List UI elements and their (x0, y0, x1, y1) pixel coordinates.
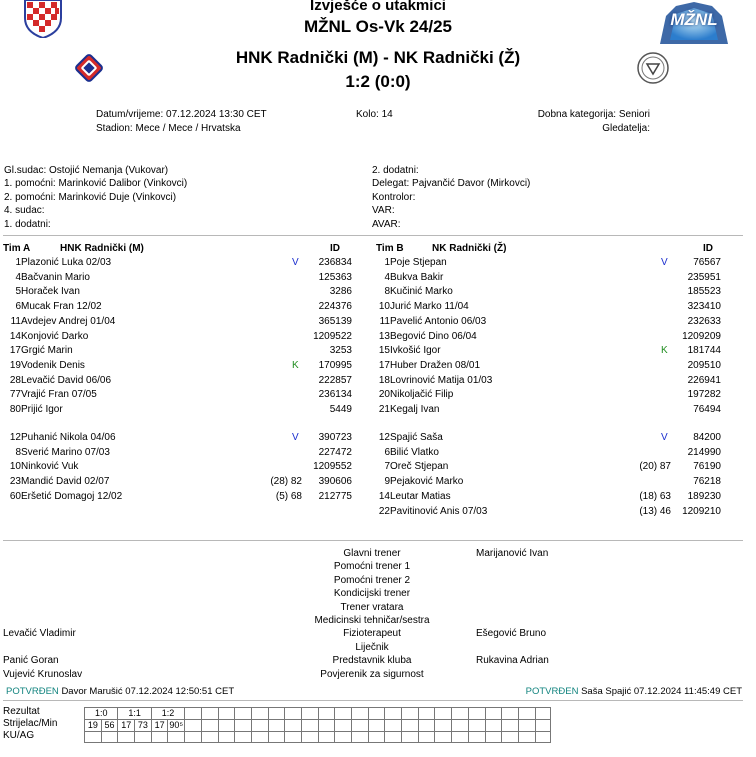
player-row (0, 256, 360, 270)
scoresheet-cell (284, 719, 301, 731)
player-name: Pavitinović Anis 07/03 (390, 505, 488, 517)
player-row (0, 490, 360, 504)
staff-role: Glavni trener (343, 548, 401, 559)
scoresheet-cell (268, 707, 285, 719)
player-number: 8 (15, 446, 21, 458)
player-id: 181744 (687, 345, 721, 357)
player-row (0, 388, 360, 402)
substitution-minute: (28) 82 (270, 476, 302, 488)
player-row (369, 300, 729, 314)
datetime-value: 07.12.2024 13:30 CET (166, 109, 267, 120)
scoresheet-cell (234, 731, 251, 743)
scoresheet-cell (234, 719, 251, 731)
player-id: 227472 (318, 446, 352, 458)
scoresheet-cell (201, 719, 218, 731)
player-id: 323410 (687, 301, 721, 313)
player-id: 76494 (693, 404, 721, 415)
scoresheet-cell (434, 731, 451, 743)
scoresheet-cell (535, 707, 552, 719)
goalkeeper-mark: V (661, 257, 668, 268)
player-id: 197282 (687, 389, 721, 401)
scoresheet-cell (368, 731, 385, 743)
scoresheet-cell (318, 731, 335, 743)
player-name: Sverić Marino 07/03 (21, 446, 110, 458)
player-name: Begović Dino 06/04 (390, 330, 477, 342)
confirmed-status: POTVRĐEN (6, 686, 59, 697)
scoresheet-cell (368, 719, 385, 731)
category-row (480, 108, 650, 121)
player-number: 15 (378, 345, 390, 357)
player-row (369, 460, 729, 474)
scoresheet-cell (501, 719, 518, 731)
player-number: 21 (378, 404, 390, 415)
player-id: 214990 (687, 446, 721, 458)
player-number: 14 (9, 330, 21, 342)
official-line: 4. sudac: (4, 205, 45, 217)
player-row (0, 344, 360, 358)
player-name: Levačić David 06/06 (21, 374, 112, 386)
player-name: Huber Dražen 08/01 (390, 359, 481, 371)
player-number: 11 (379, 315, 390, 327)
player-name: Eršetić Domagoj 12/02 (21, 490, 123, 502)
staff-role: Fizioterapeut (343, 628, 401, 640)
player-id: 76218 (693, 476, 721, 488)
player-id: 222857 (318, 374, 352, 386)
scoresheet-cell (468, 731, 485, 743)
player-number: 8 (384, 286, 390, 298)
player-name: Nikoljačić Filip (390, 389, 454, 401)
scoresheet-cell (501, 731, 518, 743)
scoresheet-cell (84, 731, 101, 743)
player-row (369, 388, 729, 402)
scoresheet-cell (451, 719, 468, 731)
official-line: Delegat: Pajvančić Davor (Mirkovci) (372, 178, 531, 190)
match-teams: HNK Radnički (M) - NK Radnički (Ž) (235, 48, 521, 67)
player-number: 4 (384, 271, 390, 283)
player-number: 20 (378, 389, 390, 401)
round-row (356, 108, 393, 121)
player-id: 365139 (318, 315, 352, 327)
scoresheet-cell (334, 731, 351, 743)
datetime-row (96, 108, 267, 121)
scoresheet-cell (167, 731, 184, 743)
staff-role: Pomoćni trener 1 (333, 561, 411, 573)
scoresheet-cell (251, 731, 268, 743)
player-id: 232633 (687, 315, 721, 327)
scoresheet-cell (518, 731, 535, 743)
player-id: 3286 (329, 286, 352, 298)
scoresheet-cell (351, 719, 368, 731)
scoresheet-cell (451, 731, 468, 743)
player-name: Lovrinović Matija 01/03 (390, 374, 493, 386)
staff-role: Pomoćni trener 2 (333, 574, 411, 586)
player-row (369, 359, 729, 373)
goalkeeper-mark: V (661, 432, 668, 443)
player-number: 28 (9, 374, 21, 386)
scorer-value: 73 (134, 719, 151, 731)
player-row (0, 446, 360, 460)
scoresheet-cell (451, 707, 468, 719)
scoresheet-cell (201, 707, 218, 719)
player-number: 77 (9, 389, 21, 401)
scorer-value: 56 (101, 719, 118, 731)
scoresheet-cell (284, 731, 301, 743)
staff-away-name: Ešegović Bruno (476, 628, 547, 640)
player-id: 76567 (693, 257, 721, 268)
official-line: Kontrolor: (372, 191, 416, 203)
scoresheet-cell (334, 707, 351, 719)
player-number: 18 (378, 374, 390, 386)
scoresheet-cell (418, 731, 435, 743)
official-line: 1. dodatni: (4, 218, 51, 230)
player-number: 6 (384, 446, 390, 458)
player-name: Jurić Marko 11/04 (390, 301, 469, 313)
spectators-label: Gledatelja: (602, 123, 650, 134)
player-name: Bukva Bakir (390, 271, 444, 283)
player-name: Spajić Saša (390, 432, 443, 443)
player-name: Vrajić Fran 07/05 (21, 389, 97, 401)
scoresheet-cell (334, 719, 351, 731)
scoresheet-cell (201, 731, 218, 743)
player-name: Prijić Igor (21, 404, 63, 415)
player-name: Pavelić Antonio 06/03 (390, 315, 487, 327)
scorer-label: Strijelac/Min (3, 718, 58, 729)
captain-mark: K (661, 345, 668, 357)
team-b-label: Tim B (376, 243, 404, 254)
player-row (369, 344, 729, 358)
confirmed-status: POTVRĐEN (525, 686, 579, 697)
player-row (0, 431, 360, 445)
scoresheet-cell (401, 707, 418, 719)
player-row (369, 490, 729, 504)
player-number: 4 (15, 271, 21, 283)
player-row (369, 505, 729, 519)
player-id: 3253 (329, 345, 352, 357)
player-name: Puhanić Nikola 04/06 (21, 432, 116, 443)
player-id: 212775 (318, 490, 352, 502)
substitution-minute: (18) 63 (639, 490, 671, 502)
player-name: Kegalj Ivan (390, 404, 440, 415)
player-name: Kučinić Marko (390, 286, 453, 298)
staff-role: Predstavnik kluba (332, 655, 412, 667)
team-a-id-header: ID (330, 243, 340, 254)
player-row (369, 475, 729, 489)
player-id: 390723 (318, 432, 352, 443)
substitution-minute: (13) 46 (639, 505, 671, 517)
player-id: 189230 (687, 490, 721, 502)
player-number: 10 (378, 301, 390, 313)
team-b-name: NK Radnički (Ž) (432, 243, 507, 254)
player-name: Bačvanin Mario (21, 271, 90, 283)
spectators-row (480, 122, 650, 135)
player-id: 226941 (687, 374, 721, 386)
player-number: 23 (9, 476, 21, 488)
scoresheet-cell (184, 719, 201, 731)
confirmed-by: Davor Marušić 07.12.2024 12:50:51 CET (61, 686, 235, 697)
scoresheet-row (84, 719, 552, 731)
scoresheet-cell (501, 707, 518, 719)
scoresheet-cell (518, 707, 535, 719)
away-team-logo (636, 51, 670, 85)
captain-mark: K (292, 359, 299, 371)
player-id: 185523 (687, 286, 721, 298)
official-line: 2. pomoćni: Marinković Duje (Vinkovci) (4, 191, 177, 203)
scoresheet-cell (234, 707, 251, 719)
official-line: VAR: (372, 205, 395, 217)
scoresheet-cell (151, 731, 168, 743)
scoresheet-cell (351, 707, 368, 719)
scoresheet-cell (401, 719, 418, 731)
scoresheet-cell (134, 731, 151, 743)
scoresheet-cell (434, 719, 451, 731)
player-id: 235951 (687, 271, 721, 283)
competition-name: MŽNL Os-Vk 24/25 (303, 17, 453, 36)
league-logo (656, 0, 732, 46)
staff-role: Kondicijski trener (333, 588, 411, 600)
staff-home-name: Vujević Krunoslav (3, 668, 83, 680)
scoresheet-cell (184, 707, 201, 719)
league-logo-text: MŽNL (670, 10, 718, 29)
player-number: 1 (384, 257, 390, 268)
player-name: Vodenik Denis (21, 359, 85, 371)
player-row (0, 315, 360, 329)
player-row (0, 271, 360, 285)
player-id: 170995 (318, 359, 352, 371)
scoresheet-cell (485, 707, 502, 719)
player-number: 80 (9, 404, 21, 415)
staff-role: Medicinski tehničar/sestra (314, 615, 430, 626)
confirmation-home (6, 686, 234, 698)
player-row (369, 431, 729, 445)
player-number: 14 (378, 490, 390, 502)
player-id: 1209209 (682, 330, 721, 342)
scoresheet-cell (535, 731, 552, 743)
scoresheet-cell (184, 731, 201, 743)
confirmation-away (420, 686, 742, 698)
player-id: 1209522 (313, 330, 352, 342)
player-name: Plazonić Luka 02/03 (21, 257, 112, 268)
divider (3, 700, 743, 701)
player-number: 17 (378, 359, 390, 371)
stadium-label: Stadion: (96, 123, 133, 134)
player-id: 125363 (318, 271, 352, 283)
player-id: 224376 (318, 301, 352, 313)
team-b-id-header: ID (703, 243, 713, 254)
report-title: Izvješće o utakmici (310, 0, 446, 14)
player-row (369, 256, 729, 270)
scoresheet-cell (485, 731, 502, 743)
scoresheet-cell (218, 719, 235, 731)
player-id: 76190 (693, 461, 721, 473)
player-number: 19 (9, 359, 21, 371)
scoresheet-cell (351, 731, 368, 743)
player-row (369, 403, 729, 417)
scoresheet-cell (218, 707, 235, 719)
team-a-label: Tim A (3, 243, 31, 254)
player-number: 9 (384, 476, 390, 488)
player-name: Mucak Fran 12/02 (21, 301, 102, 313)
player-name: Avdejev Andrej 01/04 (21, 315, 116, 327)
player-number: 60 (9, 490, 21, 502)
scoresheet-cell (268, 731, 285, 743)
stadium-value: Mece / Mece / Hrvatska (135, 123, 241, 134)
divider (3, 235, 743, 236)
player-name: Pejaković Marko (390, 476, 464, 488)
player-row (369, 271, 729, 285)
scoresheet-cell (418, 707, 435, 719)
player-id: 1209210 (682, 505, 721, 517)
staff-role: Liječnik (355, 641, 389, 653)
player-name: Mandić David 02/07 (21, 476, 110, 488)
staff-role: Trener vratara (340, 601, 404, 613)
player-row (0, 403, 360, 417)
player-id: 5449 (329, 404, 352, 415)
scorer-value: 19 (84, 719, 101, 731)
scoresheet-cell (117, 731, 134, 743)
player-id: 209510 (687, 359, 721, 371)
player-id: 390606 (318, 476, 352, 488)
player-name: Ninković Vuk (21, 461, 79, 473)
scorer-value: 90⁵ (169, 720, 184, 730)
substitution-minute: (5) 68 (275, 490, 302, 502)
player-number: 10 (9, 461, 21, 473)
scoresheet-row (84, 707, 552, 719)
scorer-value: 17 (117, 719, 134, 731)
home-team-logo (74, 53, 104, 83)
scoresheet-cell (251, 719, 268, 731)
player-name: Bilić Vlatko (390, 446, 439, 458)
result-value: 1:0 (84, 707, 117, 719)
official-line: AVAR: (372, 218, 401, 230)
team-a-name: HNK Radnički (M) (60, 243, 144, 254)
officials-right (372, 164, 530, 231)
player-number: 13 (378, 330, 390, 342)
confirmed-by: Saša Spajić 07.12.2024 11:45:49 CET (581, 686, 742, 697)
scoresheet-cell (251, 707, 268, 719)
category-label: Dobna kategorija: (537, 109, 617, 120)
player-number: 11 (10, 315, 21, 327)
player-row (0, 285, 360, 299)
player-name: Konjović Darko (21, 330, 89, 342)
staff-home-name: Levačić Vladimir (3, 628, 76, 640)
player-row (369, 315, 729, 329)
player-name: Ivkošić Igor (390, 345, 441, 357)
scoresheet-cell (468, 719, 485, 731)
staff-home-name: Panić Goran (3, 655, 59, 667)
player-id: 1209552 (313, 461, 352, 473)
scoresheet-cell (218, 731, 235, 743)
player-name: Grgić Marin (21, 345, 73, 357)
player-number: 6 (15, 301, 21, 313)
result-value: 1:1 (117, 707, 150, 719)
player-number: 22 (378, 505, 390, 517)
player-number: 12 (9, 432, 21, 443)
match-score: 1:2 (0:0) (345, 72, 411, 91)
player-row (369, 285, 729, 299)
scoresheet-cell (301, 707, 318, 719)
official-line: Gl.sudac: Ostojić Nemanja (Vukovar) (4, 165, 169, 176)
player-number: 12 (378, 432, 390, 443)
official-line: 1. pomoćni: Marinković Dalibor (Vinkovci) (4, 178, 188, 190)
scoresheet-cell (268, 719, 285, 731)
player-row (0, 300, 360, 314)
scoresheet-cell (284, 707, 301, 719)
round-value: 14 (381, 109, 393, 120)
substitution-minute: (20) 87 (639, 461, 671, 473)
player-row (0, 359, 360, 373)
scoresheet-cell (518, 719, 535, 731)
scoresheet-cell (418, 719, 435, 731)
scoresheet-cell (101, 731, 118, 743)
scorer-value: 17 (151, 719, 168, 731)
player-row (0, 460, 360, 474)
staff-role: Povjerenik za sigurnost (320, 668, 424, 680)
scoresheet-cell (384, 719, 401, 731)
scoresheet-row (84, 731, 552, 743)
scoresheet-cell (434, 707, 451, 719)
player-row (0, 475, 360, 489)
player-number: 1 (15, 257, 21, 268)
player-name: Oreč Stjepan (390, 461, 449, 473)
goalkeeper-mark: V (292, 257, 299, 268)
scoresheet-cell (384, 707, 401, 719)
scoresheet-cell (468, 707, 485, 719)
player-row (0, 330, 360, 344)
player-id: 84200 (693, 432, 721, 443)
scoresheet-cell (301, 731, 318, 743)
staff-away-name: Marijanović Ivan (476, 548, 549, 559)
player-number: 17 (9, 345, 21, 357)
player-id: 236134 (318, 389, 352, 401)
player-row (369, 374, 729, 388)
scoresheet-cell (318, 707, 335, 719)
scoresheet-labels (3, 706, 57, 742)
player-row (369, 446, 729, 460)
scoresheet-cell (301, 719, 318, 731)
result-value: 1:2 (151, 707, 184, 719)
scoresheet-cell (535, 719, 552, 731)
federation-crest (22, 0, 64, 38)
official-line: 2. dodatni: (372, 165, 419, 176)
player-number: 7 (384, 461, 390, 473)
scoresheet-cell (368, 707, 385, 719)
goalkeeper-mark: V (292, 432, 299, 443)
player-name: Horaček Ivan (21, 286, 80, 298)
datetime-label: Datum/vrijeme: (96, 109, 164, 120)
player-name: Poje Stjepan (390, 257, 447, 268)
player-name: Leutar Matias (390, 490, 451, 502)
officials-left (4, 164, 187, 231)
scoresheet-cell (485, 719, 502, 731)
player-row (369, 330, 729, 344)
scoresheet-cell (384, 731, 401, 743)
category-value: Seniori (618, 109, 650, 120)
scoresheet-cell (401, 731, 418, 743)
player-id: 236834 (318, 257, 352, 268)
player-number: 5 (15, 286, 21, 298)
scoresheet-cell (318, 719, 335, 731)
cards-label: KU/AG (3, 730, 35, 741)
staff-away-name: Rukavina Adrian (476, 655, 549, 667)
round-label: Kolo: (356, 109, 379, 120)
player-row (0, 374, 360, 388)
divider (3, 540, 743, 541)
stadium-row (96, 122, 241, 135)
result-label: Rezultat (3, 706, 40, 717)
